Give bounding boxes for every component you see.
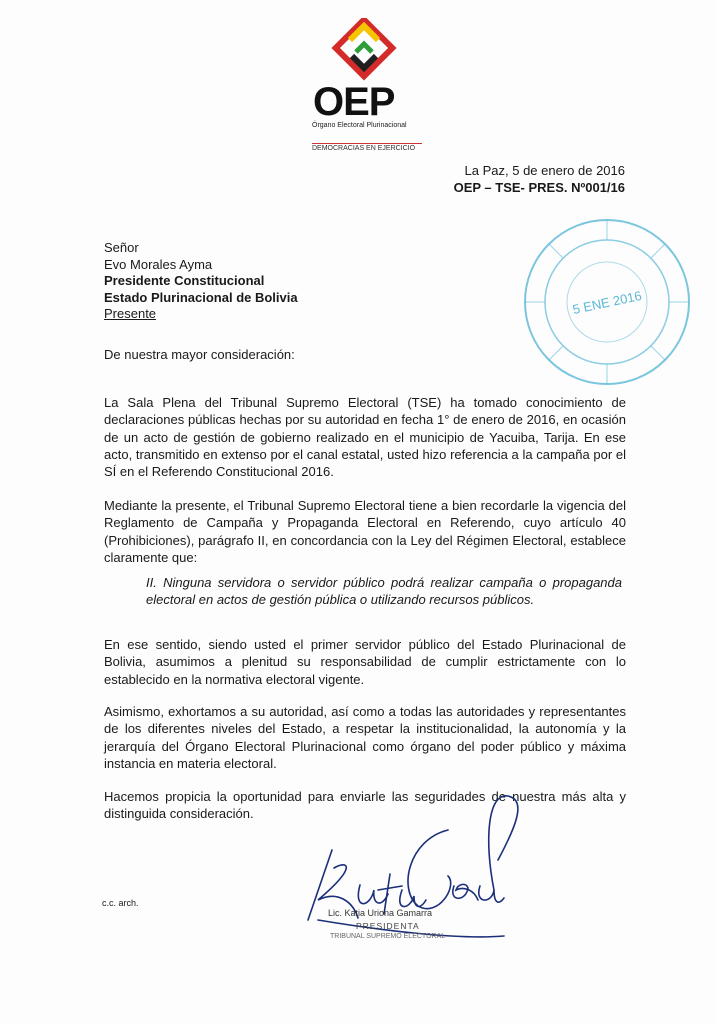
greeting: De nuestra mayor consideración: [104, 347, 295, 362]
recipient-name: Evo Morales Ayma [104, 256, 213, 272]
oep-logo [300, 18, 430, 153]
signer-role: PRESIDENTA [356, 921, 420, 931]
recipient-present: Presente [104, 306, 157, 321]
paragraph-5: Hacemos propicia la oportunidad para enviarle las seguridades de nuestra más alta y distinguida consideración. [104, 789, 626, 822]
recipient-block [104, 240, 298, 323]
org-name: Órgano Electoral Plurinacional [312, 122, 407, 129]
paragraph-1: La Sala Plena del Tribunal Supremo Electoral (TSE) ha tomado conocimiento de declaraciones públicas hechas por su autoridad en fecha 1° de enero de 2016, en ocasión de un acto de gestión de gobierno realizado en el municipio de Yacuiba, Tarija. En ese acto, transmitido en extenso por el canal estatal, usted hizo referencia a la campaña por el SÍ en el Referendo Constitucional 2016. [104, 395, 626, 480]
legal-quote: II. Ninguna servidora o servidor público podrá realizar campaña o propaganda electoral en actos de gestión pública o utilizando recursos públicos. [146, 575, 622, 608]
reference-number: OEP – TSE- PRES. Nº001/16 [453, 180, 625, 195]
paragraph-4: Asimismo, exhortamos a su autoridad, así como a todas las autoridades y representantes de los diferentes niveles del Estado, a respetar la institucionalidad, la autonomía y la jerarquía del Órgano Electoral Plurinacional como órgano del poder público y máxima instancia en materia electoral. [104, 704, 626, 771]
recipient-state: Estado Plurinacional de Bolivia [104, 289, 298, 305]
paragraph-3: En ese sentido, siendo usted el primer servidor público del Estado Plurinacional de Bolivia, asumimos a plenitud su responsabilidad de cumplir estrictamente con lo establecido en la normativa electoral vigente. [104, 637, 626, 687]
oep-emblem-icon [300, 18, 430, 82]
signer-name: Lic. Katia Uriona Gamarra [328, 908, 433, 918]
place-date: La Paz, 5 de enero de 2016 [464, 163, 625, 178]
carbon-copy: c.c. arch. [102, 898, 139, 908]
motto: DEMOCRACIAS EN EJERCICIO [312, 143, 422, 153]
stamp-date: 5 ENE 2016 [571, 287, 643, 318]
recipient-title: Presidente Constitucional [104, 273, 265, 288]
salutation: Señor [104, 240, 139, 255]
logo-text: OEP [313, 80, 395, 124]
reception-stamp [520, 215, 695, 390]
signer-institution: TRIBUNAL SUPREMO ELECTORAL [330, 933, 446, 940]
paragraph-2: Mediante la presente, el Tribunal Supremo Electoral tiene a bien recordarle la vigencia del Reglamento de Campaña y Propaganda Electoral en Referendo, cuyo artículo 40 (Prohibiciones), parágrafo II, en concordancia con la Ley del Régimen Electoral, establece claramente que: [104, 498, 626, 565]
